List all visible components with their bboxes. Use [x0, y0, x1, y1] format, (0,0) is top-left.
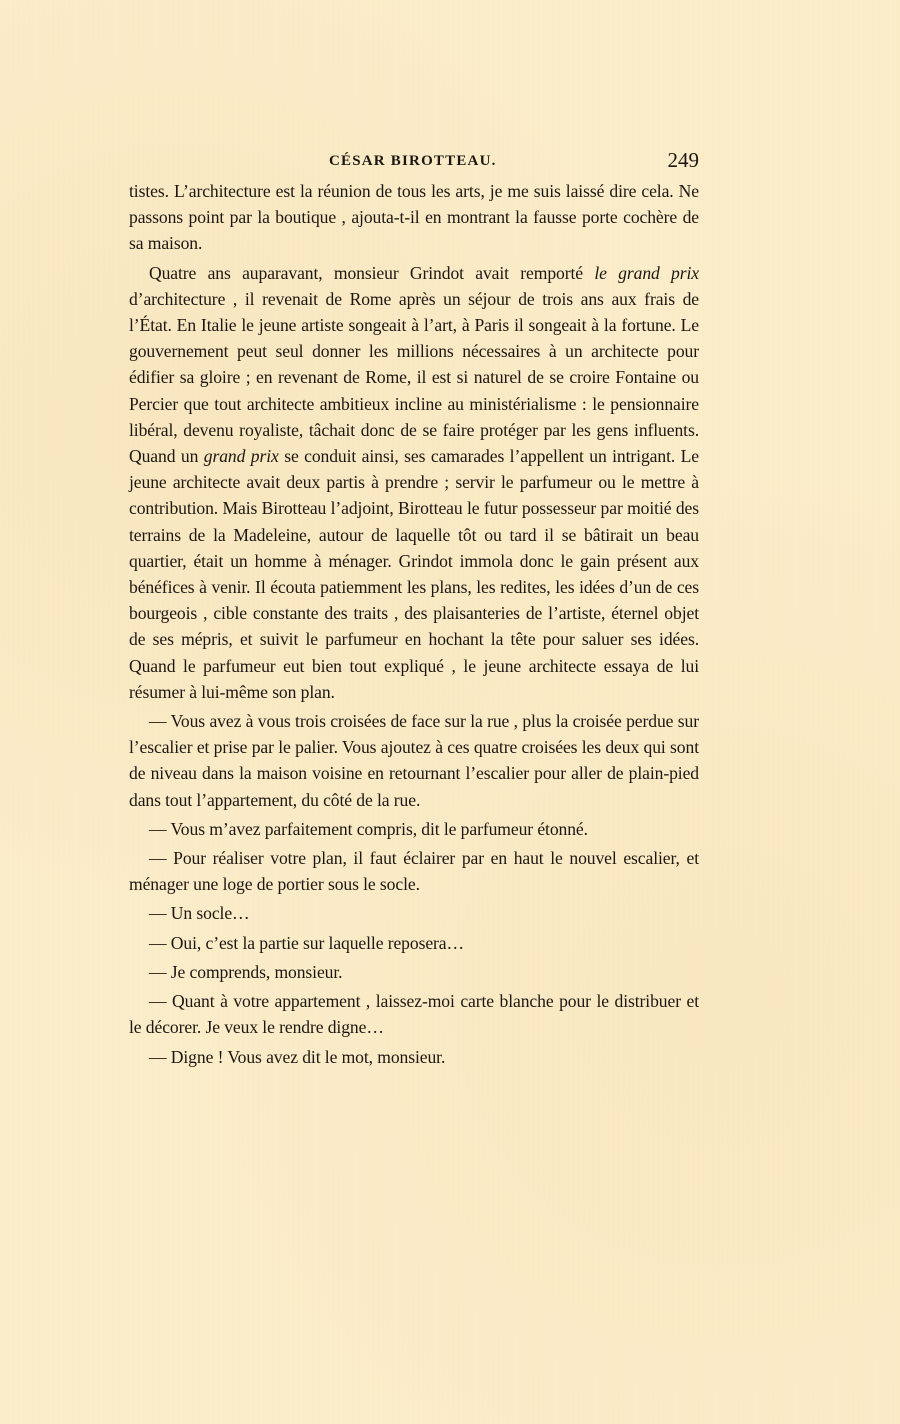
- italic-text: le grand prix: [594, 262, 699, 283]
- paragraph: [129, 900, 699, 926]
- text-segment: — Je comprends, monsieur.: [149, 961, 343, 982]
- text-segment: d’architecture , il revenait de Rome après un séjour de trois ans aux frais de l’État. En Italie le jeune artiste songeait à l’art, à Paris il songeait à la fortune. Le gouvernement peut seul donner les millions nécessaires à un architecte pour édifier sa gloire ; en revenant de Rome, il est si naturel de se croire Fontaine ou Percier que tout architecte ambitieux incline au ministérialisme : le pensionnaire libéral, devenu royaliste, tâchait donc de se faire protéger par les gens influents. Quand un: [129, 288, 699, 467]
- text-segment: — Un socle…: [149, 903, 250, 924]
- text-segment: — Quant à votre appartement , laissez-moi carte blanche pour le distribuer et le décorer. Je veux le rendre digne…: [129, 991, 699, 1038]
- running-head: [129, 148, 699, 178]
- text-segment: se conduit ainsi, ses camarades l’appellent un intrigant. Le jeune architecte avait deux partis à prendre ; servir le parfumeur ou le mettre à contribution. Mais Birotteau l’adjoint, Birotteau le futur possesseur par moitié des terrains de la Madeleine, autour de laquelle tôt ou tard il se bâtirait un beau quartier, était un homme à ménager. Grindot immola donc le gain présent aux bénéfices à venir. Il écouta patiemment les plans, les redites, les idées d’un de ces bourgeois , cible constante des traits , des plaisanteries de l’artiste, éternel objet de ses mépris, et suivit le parfumeur en hochant la tête pour saluer ses idées. Quand le parfumeur eut bien tout expliqué , le jeune architecte essaya de lui résumer à lui-même son plan.: [129, 446, 699, 702]
- page-number: 249: [667, 148, 699, 172]
- paragraph: [129, 988, 699, 1040]
- paragraph: [129, 930, 699, 956]
- body-text: [129, 178, 699, 1070]
- text-segment: — Vous avez à vous trois croisées de face sur la rue , plus la croisée perdue sur l’escalier et prise par le palier. Vous ajoutez à ces quatre croisées les deux qui sont de niveau dans la maison voisine en retournant l’escalier pour aller de plain-pied dans tout l’appartement, du côté de la rue.: [129, 711, 699, 810]
- paragraph: [129, 178, 699, 257]
- text-segment: — Pour réaliser votre plan, il faut éclairer par en haut le nouvel escalier, et ménager une loge de portier sous le socle.: [129, 848, 699, 895]
- paragraph: [129, 1044, 699, 1070]
- paragraph: [129, 708, 699, 813]
- paragraph: [129, 260, 699, 705]
- text-segment: — Vous m’avez parfaitement compris, dit le parfumeur étonné.: [149, 818, 588, 839]
- paragraph: [129, 845, 699, 897]
- book-page: [129, 148, 699, 1070]
- text-segment: Quatre ans auparavant, monsieur Grindot avait remporté: [149, 262, 595, 283]
- paragraph: [129, 959, 699, 985]
- text-segment: tistes. L’architecture est la réunion de tous les arts, je me suis laissé dire cela. Ne passons point par la boutique , ajouta-t-il en montrant la fausse porte cochère de sa maison.: [129, 181, 699, 254]
- text-segment: — Oui, c’est la partie sur laquelle reposera…: [149, 932, 464, 953]
- italic-text: grand prix: [203, 446, 279, 467]
- running-title: CÉSAR BIROTTEAU.: [329, 153, 497, 169]
- text-segment: — Digne ! Vous avez dit le mot, monsieur.: [149, 1046, 446, 1067]
- paragraph: [129, 816, 699, 842]
